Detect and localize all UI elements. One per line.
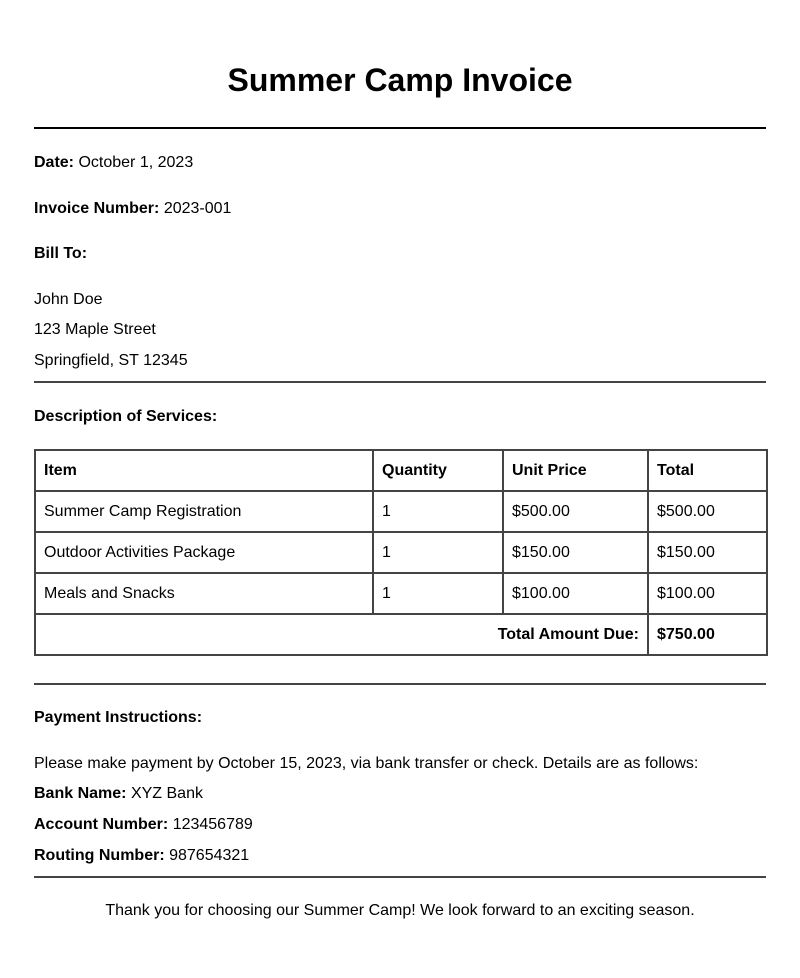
- payment-instructions: Please make payment by October 15, 2023, via bank transfer or check. Details are as follows:: [34, 755, 699, 772]
- item-cell: Meals and Snacks: [35, 573, 373, 614]
- account-number-label: Account Number:: [34, 816, 169, 833]
- bill-to-street: 123 Maple Street: [34, 321, 156, 338]
- services-table: [34, 449, 768, 656]
- date-label: Date:: [34, 154, 75, 171]
- total-amount-value: $750.00: [648, 614, 767, 655]
- payment-divider: [34, 876, 766, 878]
- quantity-cell: 1: [373, 573, 503, 614]
- bank-name-line: [34, 784, 203, 804]
- date-value: October 1, 2023: [78, 154, 194, 171]
- table-row: [35, 491, 767, 532]
- invoice-number-label: Invoice Number:: [34, 200, 160, 217]
- account-number-line: [34, 815, 253, 835]
- unit-price-cell: $500.00: [503, 491, 648, 532]
- account-number-value: 123456789: [172, 816, 253, 833]
- column-header-quantity: Quantity: [373, 450, 503, 491]
- column-header-total: Total: [648, 450, 767, 491]
- invoice-number-value: 2023-001: [163, 200, 232, 217]
- table-row: [35, 532, 767, 573]
- total-cell: $500.00: [648, 491, 767, 532]
- footer-message: Thank you for choosing our Summer Camp! We look forward to an exciting season.: [105, 902, 695, 919]
- routing-number-value: 987654321: [169, 847, 250, 864]
- bill-to-name: John Doe: [34, 291, 103, 308]
- total-row: [35, 614, 767, 655]
- column-header-item: Item: [35, 450, 373, 491]
- invoice-title: Summer Camp Invoice: [227, 62, 573, 98]
- bank-name-value: XYZ Bank: [130, 785, 203, 802]
- bill-to-label: Bill To:: [34, 245, 88, 262]
- invoice-number-line: [34, 199, 231, 219]
- services-divider: [34, 683, 766, 685]
- date-line: [34, 153, 193, 173]
- quantity-cell: 1: [373, 491, 503, 532]
- table-row: [35, 573, 767, 614]
- item-cell: Outdoor Activities Package: [35, 532, 373, 573]
- routing-number-line: [34, 846, 249, 866]
- title-divider: [34, 127, 766, 129]
- total-cell: $150.00: [648, 532, 767, 573]
- total-amount-label: Total Amount Due:: [35, 614, 648, 655]
- column-header-unit-price: Unit Price: [503, 450, 648, 491]
- total-cell: $100.00: [648, 573, 767, 614]
- billing-divider: [34, 381, 766, 383]
- routing-number-label: Routing Number:: [34, 847, 165, 864]
- unit-price-cell: $100.00: [503, 573, 648, 614]
- table-header-row: [35, 450, 767, 491]
- services-heading: Description of Services:: [34, 408, 218, 425]
- bill-to-city: Springfield, ST 12345: [34, 352, 188, 369]
- bank-name-label: Bank Name:: [34, 785, 127, 802]
- payment-heading: Payment Instructions:: [34, 709, 203, 726]
- unit-price-cell: $150.00: [503, 532, 648, 573]
- item-cell: Summer Camp Registration: [35, 491, 373, 532]
- quantity-cell: 1: [373, 532, 503, 573]
